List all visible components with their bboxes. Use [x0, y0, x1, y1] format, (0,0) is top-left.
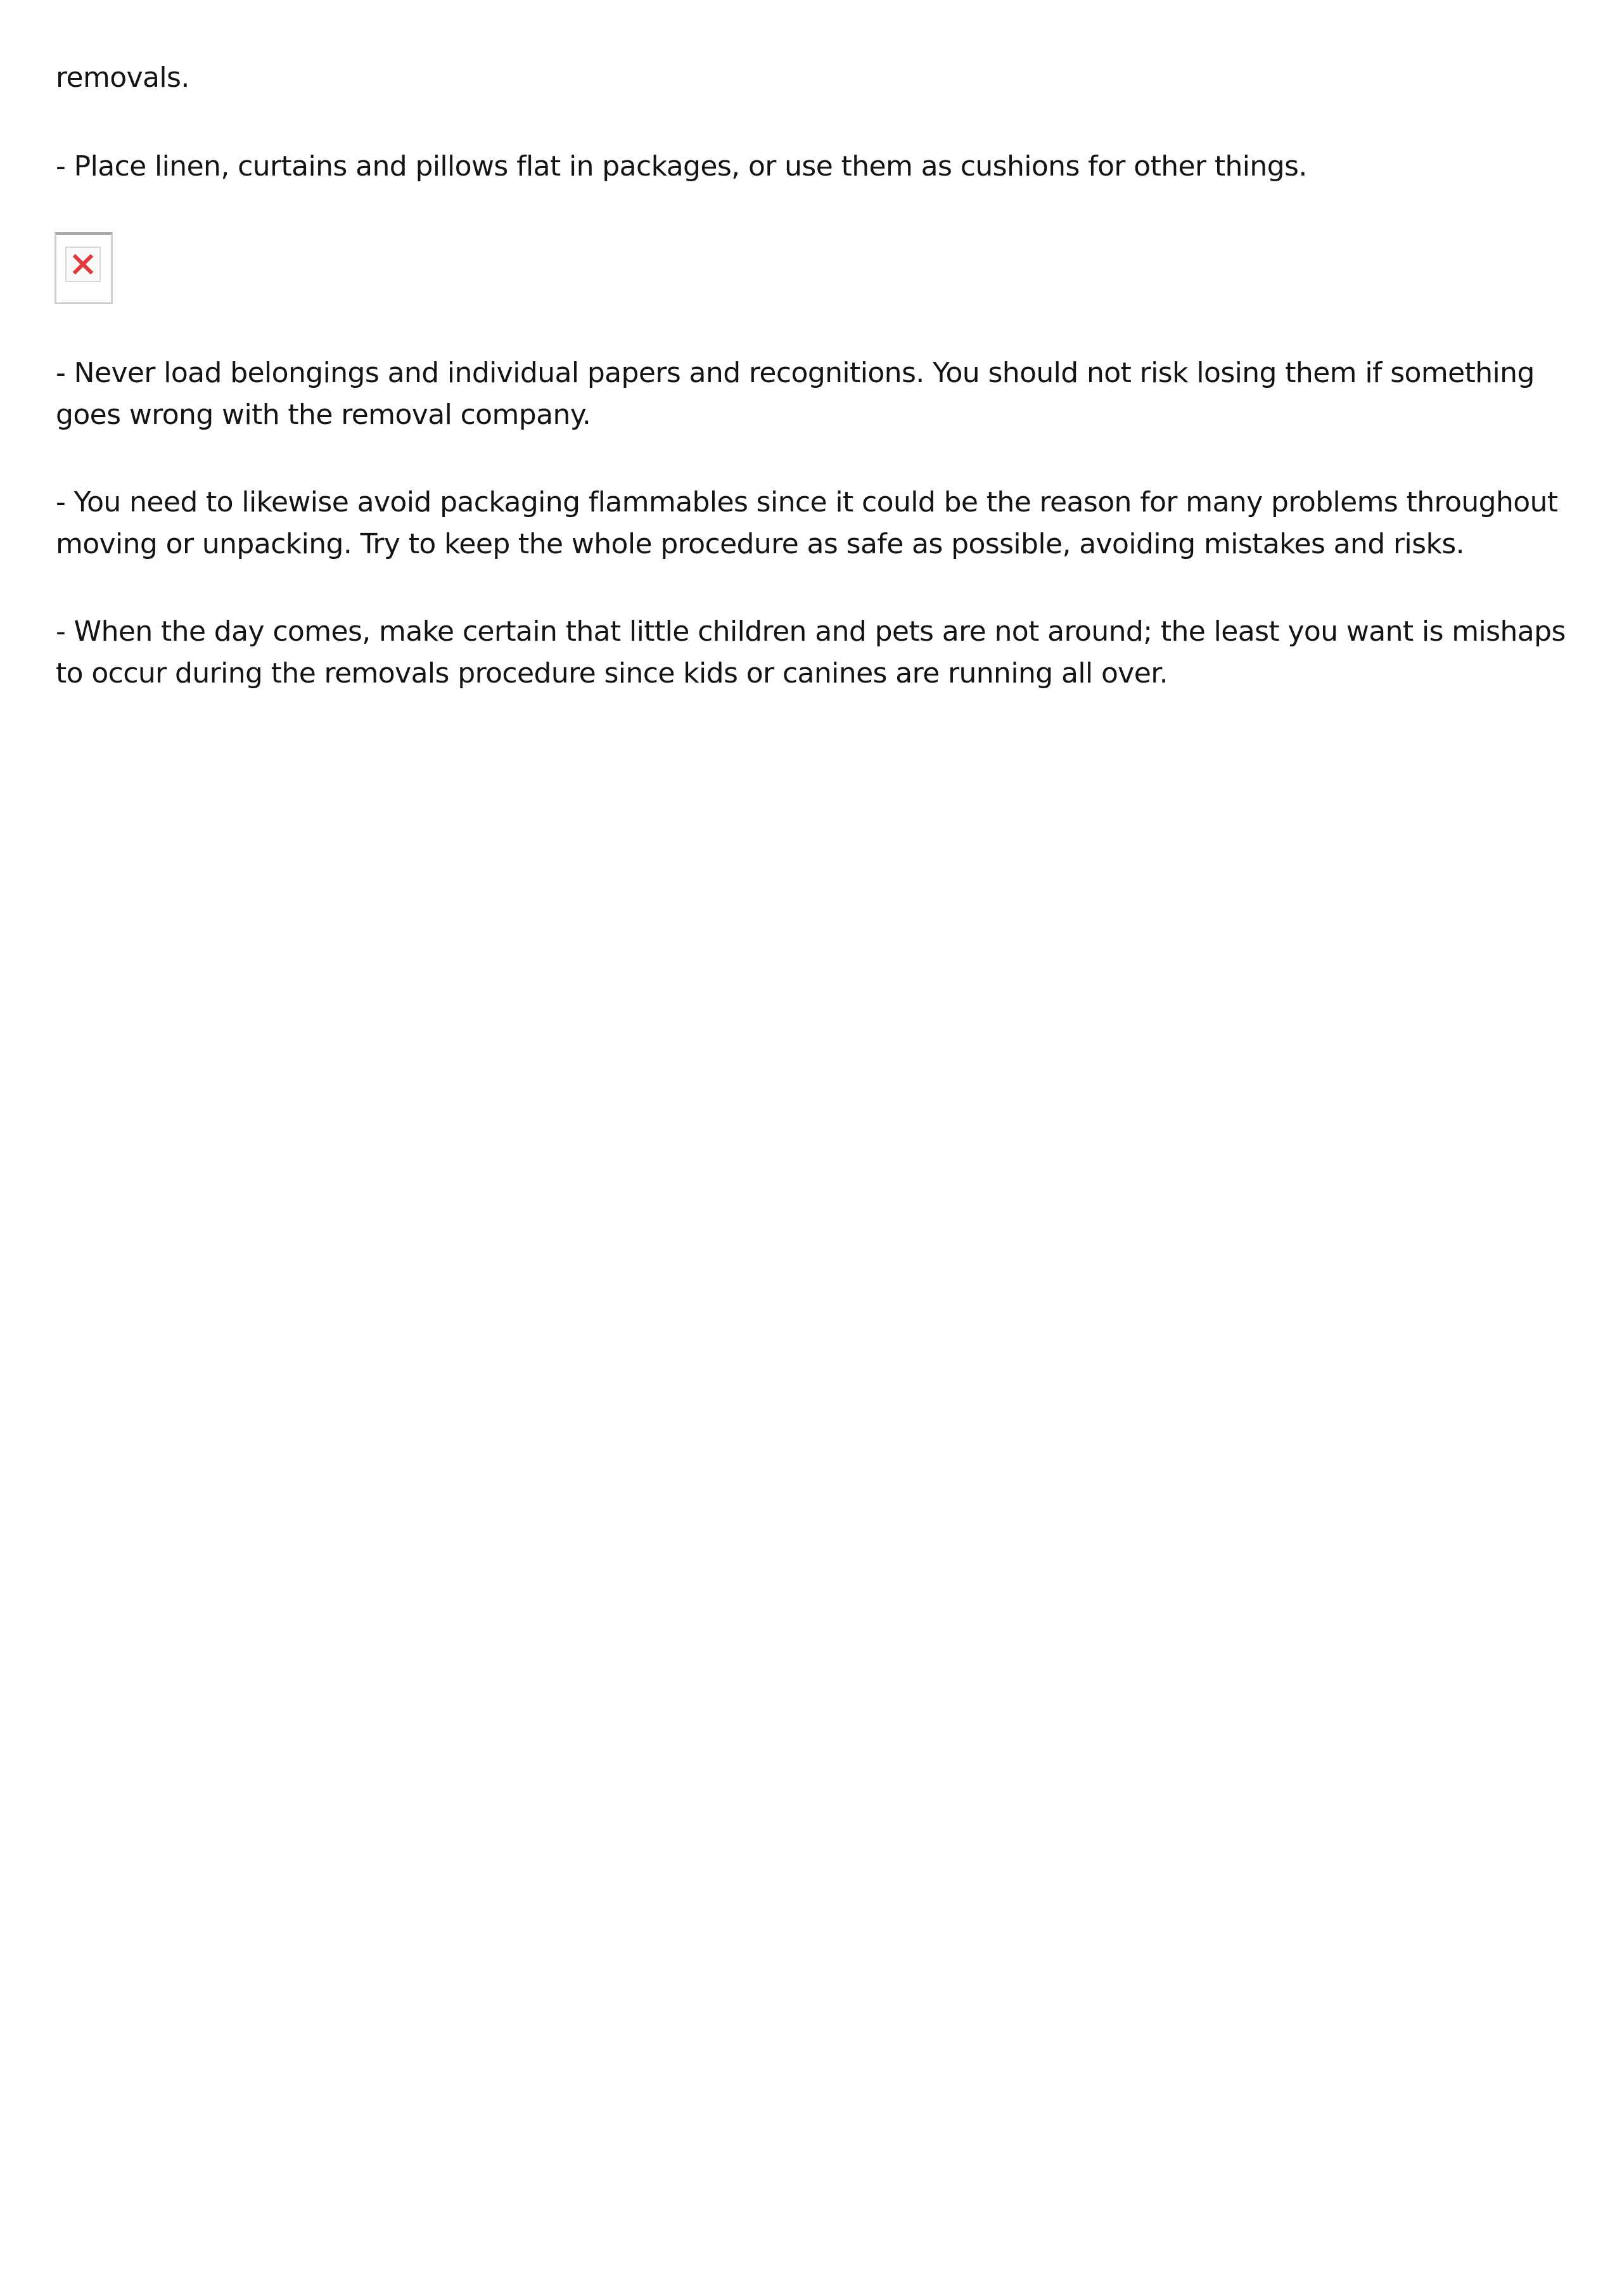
paragraph-papers-tip: - Never load belongings and individual papers and recognitions. You should not risk losing them if something goes wrong with the removal company. [56, 357, 1535, 431]
paragraph-removals: removals. [56, 61, 189, 94]
red-x-icon [69, 250, 97, 278]
broken-image-placeholder [54, 232, 113, 304]
broken-image-icon [65, 247, 101, 282]
paragraph-flammables-tip: - You need to likewise avoid packaging flammables since it could be the reason for many problems throughout moving or unpacking. Try to keep the whole procedure as safe as possible, avoiding mistakes and risks. [56, 486, 1558, 560]
paragraph-linen-tip: - Place linen, curtains and pillows flat in packages, or use them as cushions for other things. [56, 150, 1307, 183]
paragraph-children-pets-tip: - When the day comes, make certain that little children and pets are not around; the least you want is mishaps to occur during the removals procedure since kids or canines are running all over. [56, 615, 1566, 689]
